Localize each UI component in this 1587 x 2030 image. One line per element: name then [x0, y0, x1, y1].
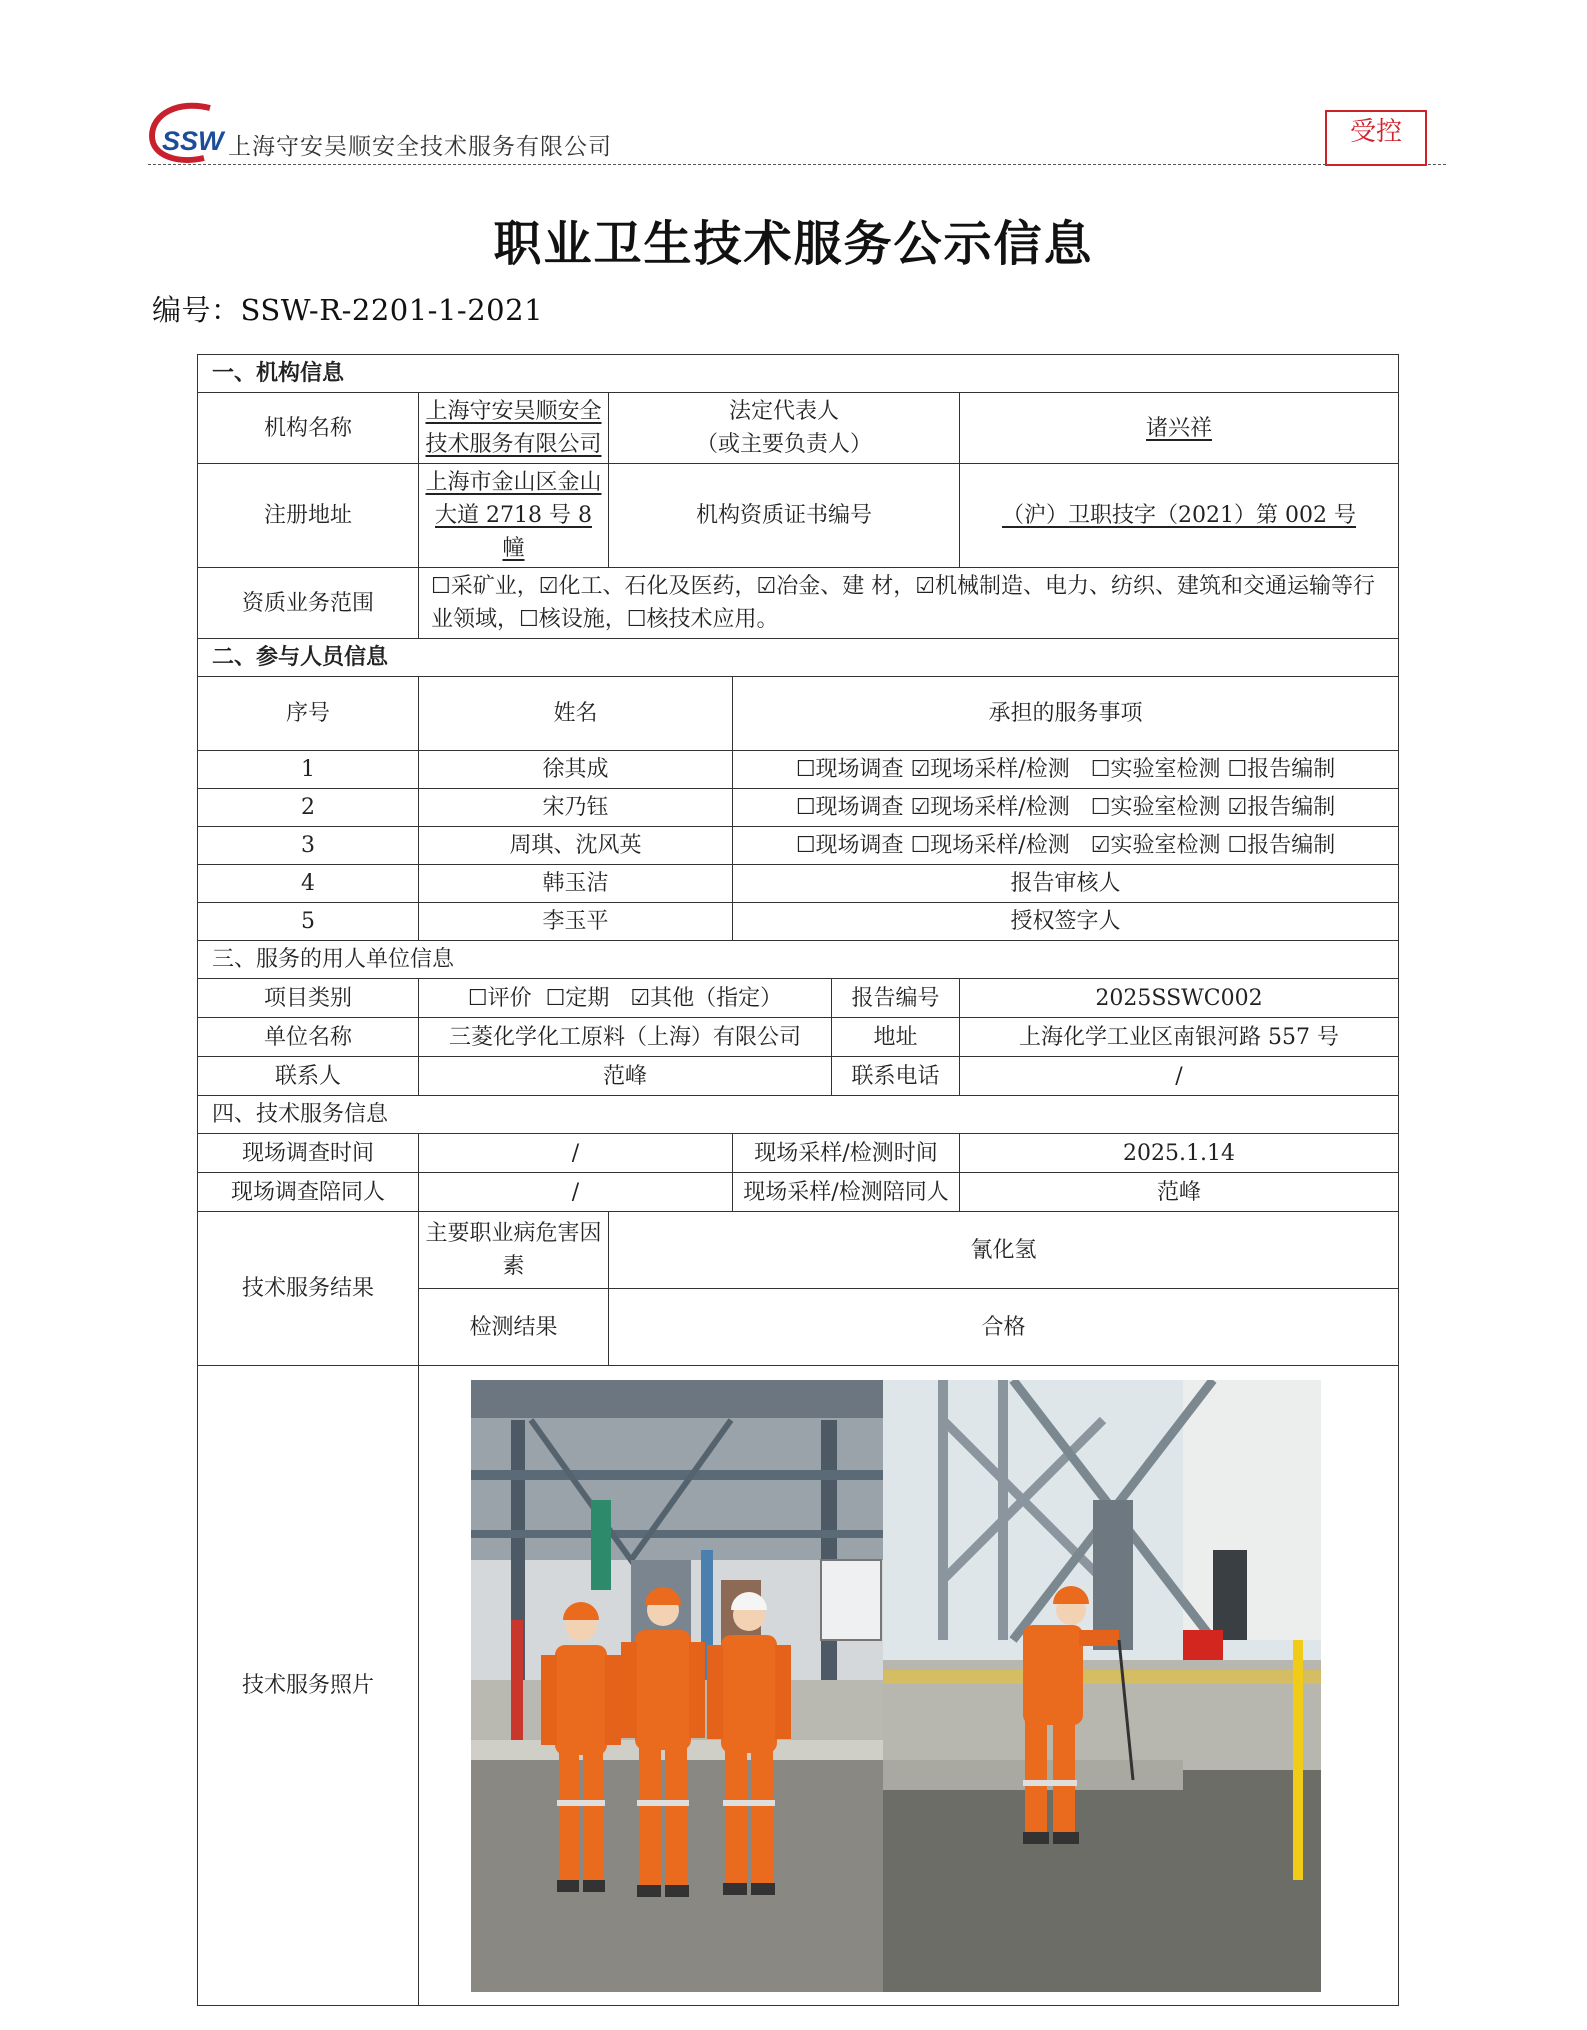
checkbox: ☐ [795, 833, 816, 858]
checkbox: ☐ [910, 833, 931, 858]
option-label: 实验室检测 [1110, 757, 1221, 782]
contact-value: 范峰 [419, 1057, 832, 1096]
table-row [198, 827, 1399, 865]
staff-name: 周琪、沈风英 [419, 827, 733, 865]
option-label: 报告编制 [1247, 833, 1336, 858]
survey-time-value: / [419, 1134, 733, 1173]
phone-label: 联系电话 [832, 1057, 960, 1096]
option-label: 现场调查 [815, 795, 904, 820]
address-label: 注册地址 [198, 464, 419, 568]
option-label: 现场采样/检测 [930, 833, 1070, 858]
sampling-escort-label: 现场采样/检测陪同人 [733, 1173, 960, 1212]
section-heading-client: 三、服务的用人单位信息 [198, 941, 1399, 979]
category-label: 项目类别 [198, 979, 419, 1018]
staff-no: 1 [198, 751, 419, 789]
checkbox: ☐ [795, 757, 816, 782]
staff-no: 2 [198, 789, 419, 827]
staff-duties [733, 751, 1399, 789]
scope-text-nuclear-facility: 核设施， [538, 607, 627, 632]
info-table [197, 354, 1399, 2006]
table-row [198, 789, 1399, 827]
checkbox: ☐ [1090, 795, 1111, 820]
option-label: 报告编制 [1247, 757, 1336, 782]
legal-rep-label-line1: 法定代表人 [728, 399, 839, 424]
phone-value: / [960, 1057, 1399, 1096]
hazard-value: 氰化氢 [609, 1212, 1399, 1289]
staff-role: 报告审核人 [733, 865, 1399, 903]
checkbox: ☐ [545, 985, 566, 1011]
photo-label: 技术服务照片 [198, 1366, 419, 2006]
checkbox: ☑ [1227, 795, 1248, 820]
option-label: 实验室检测 [1110, 833, 1221, 858]
legal-rep-label [609, 393, 960, 464]
report-no-value: 2025SSWC002 [960, 979, 1399, 1018]
staff-name: 徐其成 [419, 751, 733, 789]
org-name-label: 机构名称 [198, 393, 419, 464]
staff-duties [733, 789, 1399, 827]
cert-text: （沪）卫职技字（2021）第 002 号 [1002, 503, 1356, 528]
checkbox: ☐ [1227, 757, 1248, 782]
checkbox: ☐ [467, 985, 488, 1011]
scope-checkbox-nuclear-tech: ☐ [626, 607, 647, 632]
option-label: 现场采样/检测 [930, 757, 1070, 782]
section-heading-service: 四、技术服务信息 [198, 1096, 1399, 1134]
checkbox: ☑ [910, 757, 931, 782]
service-photo-sampling [883, 1380, 1321, 1992]
section-heading-staff: 二、参与人员信息 [198, 639, 1399, 677]
staff-name: 韩玉洁 [419, 865, 733, 903]
staff-role: 授权签字人 [733, 903, 1399, 941]
hazard-label: 主要职业病危害因素 [419, 1212, 609, 1289]
header-divider [148, 164, 1446, 165]
contact-label: 联系人 [198, 1057, 419, 1096]
staff-no: 3 [198, 827, 419, 865]
document-number-value: SSW-R-2201-1-2021 [240, 293, 544, 327]
report-no-label: 报告编号 [832, 979, 960, 1018]
survey-escort-value: / [419, 1173, 733, 1212]
document-number-label: 编号： [152, 293, 241, 327]
scope-checkbox-mining: ☐ [431, 574, 451, 599]
staff-name: 宋乃钰 [419, 789, 733, 827]
address-value [419, 464, 609, 568]
page-title: 职业卫生技术服务公示信息 [493, 216, 1094, 272]
client-address-label: 地址 [832, 1018, 960, 1057]
scope-checkbox-chemical: ☑ [538, 574, 559, 599]
category-evaluation: 评价 [487, 985, 532, 1011]
scope-value [419, 568, 1399, 639]
category-periodic: 定期 [565, 985, 610, 1011]
unit-label: 单位名称 [198, 1018, 419, 1057]
scope-text-chemical: 化工、石化及医药， [558, 574, 757, 599]
scope-text-machinery: 机械制造、电力、纺织、建筑和交通运输等行业领域， [431, 574, 1375, 632]
scope-checkbox-metallurgy: ☑ [756, 574, 777, 599]
client-address-value: 上海化学工业区南银河路 557 号 [960, 1018, 1399, 1057]
survey-time-label: 现场调查时间 [198, 1134, 419, 1173]
photo-pair [471, 1380, 1321, 1992]
checkbox: ☑ [630, 985, 651, 1011]
scope-text-metallurgy: 冶金、建 材， [776, 574, 916, 599]
scope-text-nuclear-tech: 核技术应用。 [646, 607, 779, 632]
sampling-time-value: 2025.1.14 [960, 1134, 1399, 1173]
option-label: 实验室检测 [1110, 795, 1221, 820]
cert-label: 机构资质证书编号 [609, 464, 960, 568]
option-label: 现场采样/检测 [930, 795, 1070, 820]
scope-checkbox-machinery: ☑ [915, 574, 935, 599]
controlled-stamp: 受控 [1325, 110, 1427, 166]
address-text: 上海市金山区金山大道 2718 号 8 幢 [425, 470, 602, 561]
staff-name: 李玉平 [419, 903, 733, 941]
checkbox: ☑ [910, 795, 931, 820]
company-name-header: 上海守安吴顺安全技术服务有限公司 [228, 134, 612, 160]
org-name-value [419, 393, 609, 464]
staff-no: 5 [198, 903, 419, 941]
org-name-text: 上海守安吴顺安全技术服务有限公司 [425, 399, 602, 457]
sampling-escort-value: 范峰 [960, 1173, 1399, 1212]
col-header-duty: 承担的服务事项 [733, 677, 1399, 751]
table-row [198, 865, 1399, 903]
document-number [152, 288, 543, 329]
checkbox: ☐ [795, 795, 816, 820]
cert-value [960, 464, 1399, 568]
test-result-label: 检测结果 [419, 1289, 609, 1366]
service-photo-team [471, 1380, 883, 1992]
table-row [198, 751, 1399, 789]
staff-duties [733, 827, 1399, 865]
legal-rep-label-line2: （或主要负责人） [695, 432, 872, 457]
category-other: 其他（指定） [650, 985, 783, 1011]
staff-no: 4 [198, 865, 419, 903]
company-logo [148, 100, 228, 166]
col-header-name: 姓名 [419, 677, 733, 751]
legal-rep-text: 诸兴祥 [1146, 415, 1213, 441]
unit-value: 三菱化学化工原料（上海）有限公司 [419, 1018, 832, 1057]
sampling-time-label: 现场采样/检测时间 [733, 1134, 960, 1173]
section-heading-org: 一、机构信息 [198, 355, 1399, 393]
survey-escort-label: 现场调查陪同人 [198, 1173, 419, 1212]
checkbox: ☑ [1090, 833, 1111, 858]
option-label: 现场调查 [815, 757, 904, 782]
category-options [419, 979, 832, 1018]
scope-label: 资质业务范围 [198, 568, 419, 639]
page-header [148, 100, 1448, 166]
result-label: 技术服务结果 [198, 1212, 419, 1366]
logo-text: SSW [162, 126, 224, 156]
checkbox: ☐ [1227, 833, 1248, 858]
test-result-value: 合格 [609, 1289, 1399, 1366]
option-label: 现场调查 [815, 833, 904, 858]
photo-cell [419, 1366, 1399, 2006]
col-header-no: 序号 [198, 677, 419, 751]
scope-checkbox-nuclear-facility: ☐ [519, 607, 539, 632]
checkbox: ☐ [1090, 757, 1111, 782]
table-row [198, 903, 1399, 941]
option-label: 报告编制 [1247, 795, 1336, 820]
legal-rep-value [960, 393, 1399, 464]
scope-text-mining: 采矿业， [450, 574, 539, 599]
